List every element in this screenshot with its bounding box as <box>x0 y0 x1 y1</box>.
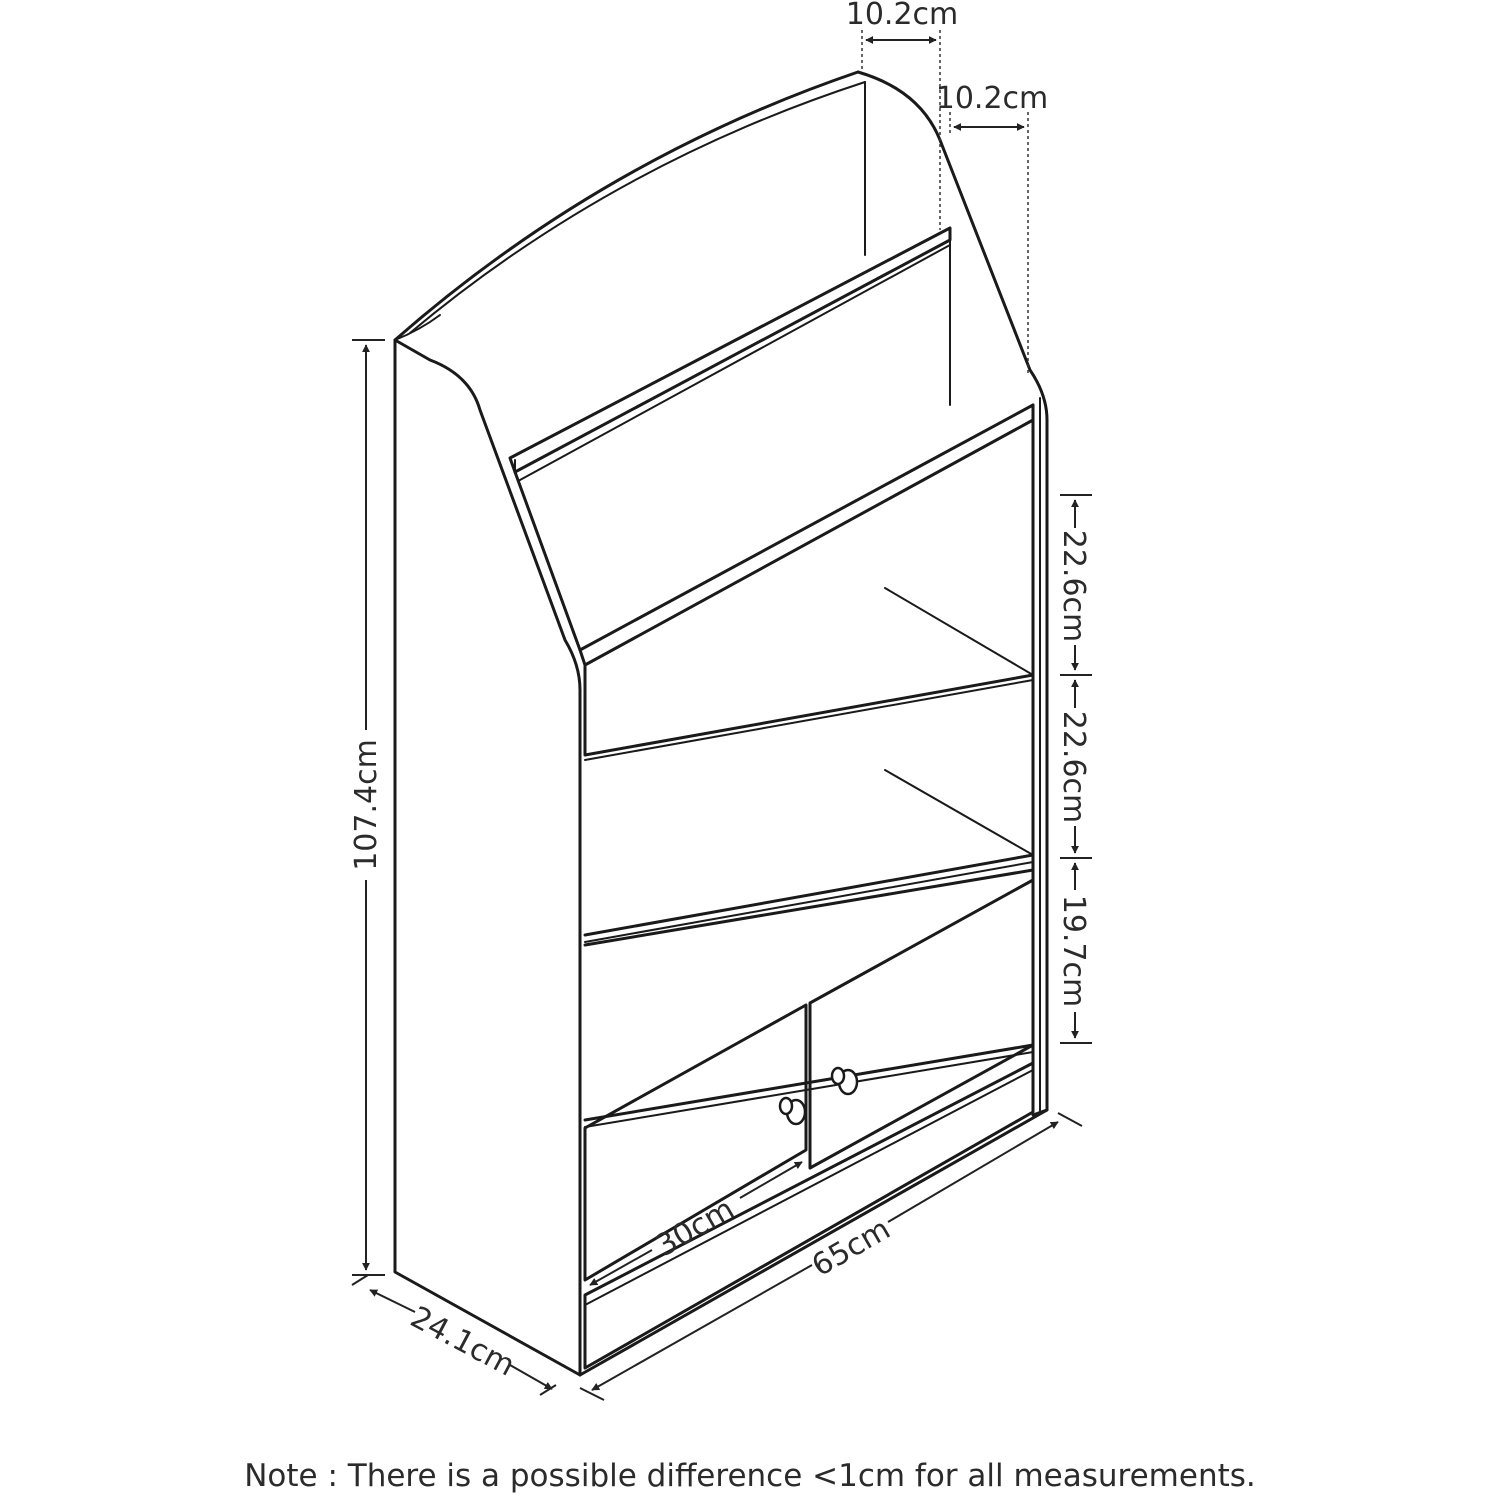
dim-label-depth-total: 24.1cm <box>404 1299 521 1384</box>
dim-label-top-depth-lower: 10.2cm <box>935 81 1049 116</box>
display-panel-upper <box>515 472 580 650</box>
measurement-note: Note : There is a possible difference <1cm for all measurements. <box>244 1458 1256 1494</box>
shelf-middle <box>585 855 1033 935</box>
shelf-upper <box>585 665 1033 755</box>
cabinet-door-right <box>810 880 1033 1168</box>
arched-top <box>395 72 858 340</box>
right-side-panel <box>858 72 1047 1115</box>
left-side-panel <box>395 340 580 1375</box>
dim-label-door-width: 30cm <box>650 1191 741 1264</box>
dim-label-height-total: 107.4cm <box>349 739 384 871</box>
dim-label-shelf-gap-2: 22.6cm <box>1056 710 1091 824</box>
dim-label-shelf-gap-1: 22.6cm <box>1056 529 1091 643</box>
dim-label-width-total: 65cm <box>806 1211 897 1284</box>
display-ledge-upper <box>510 228 950 472</box>
dim-label-cabinet-height: 19.7cm <box>1056 894 1091 1008</box>
dim-label-top-depth-upper: 10.2cm <box>845 0 959 32</box>
display-ledge-middle <box>580 405 1033 665</box>
door-knob-left <box>780 1098 805 1124</box>
door-knob-right <box>832 1068 857 1094</box>
cabinet-top <box>585 870 1033 945</box>
bookcase <box>395 72 1047 1375</box>
